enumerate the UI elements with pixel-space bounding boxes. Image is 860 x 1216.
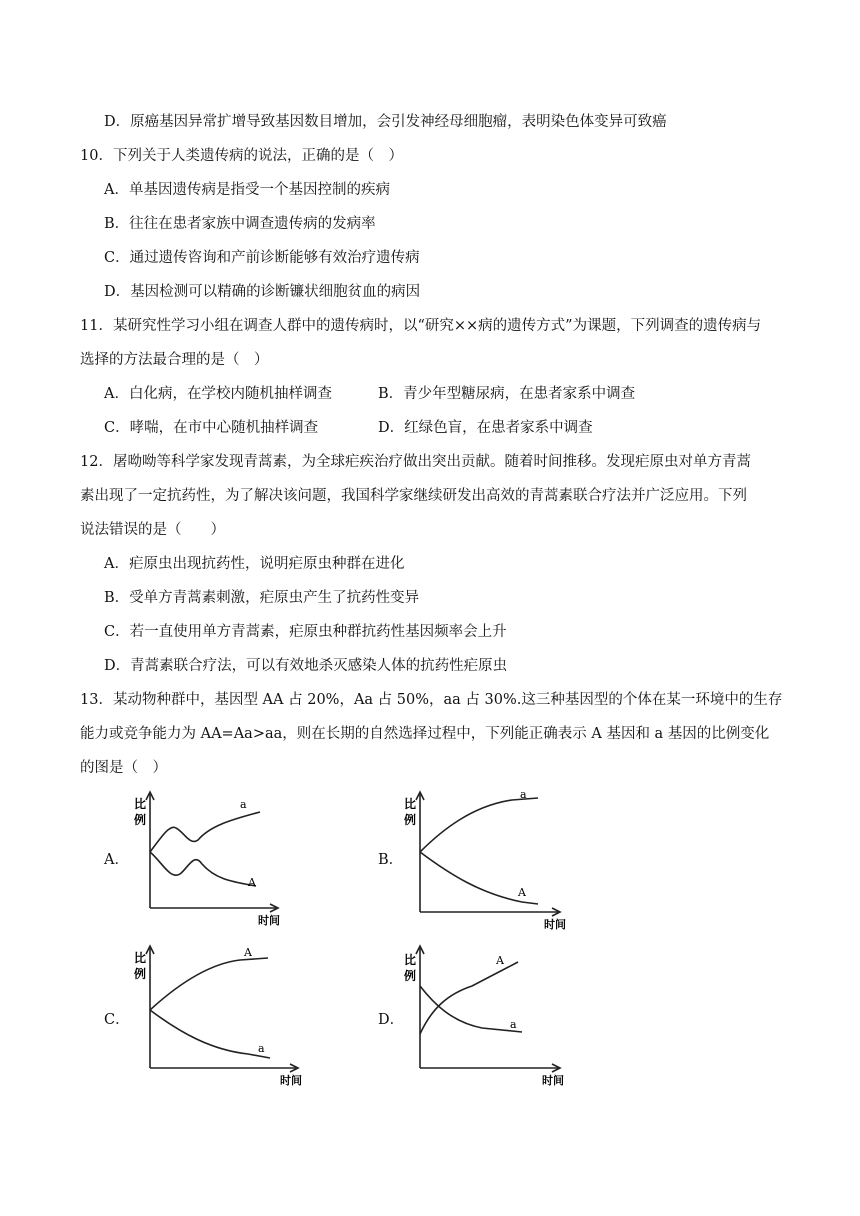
graph-c-label-lower: a xyxy=(258,1042,265,1055)
q13-stem-line3: 的图是（ ） xyxy=(80,760,167,776)
q12-option-d: D．青蒿素联合疗法，可以有效地杀灭感染人体的抗药性疟原虫 xyxy=(104,658,508,674)
q12-stem-line3: 说法错误的是（ ） xyxy=(80,522,225,538)
q11-stem-line2: 选择的方法最合理的是（ ） xyxy=(80,352,269,368)
q12-stem-line2: 素出现了一定抗药性，为了解决该问题，我国科学家继续研发出高效的青蒿素联合疗法并广泛应用。下列 xyxy=(80,488,747,504)
q12-option-c: C．若一直使用单方青蒿素，疟原虫种群抗药性基因频率会上升 xyxy=(104,624,507,640)
graph-c xyxy=(130,944,310,1089)
graph-d-label-lower: a xyxy=(510,1018,517,1031)
graph-a-xlabel: 时间 xyxy=(258,914,280,927)
q10-option-c: C．通过遗传咨询和产前诊断能够有效治疗遗传病 xyxy=(104,250,420,266)
q11-option-d: D．红绿色盲，在患者家系中调查 xyxy=(378,420,593,436)
graph-a-ylabel-1: 比 xyxy=(134,797,147,811)
q11-option-b: B．青少年型糖尿病，在患者家系中调查 xyxy=(378,386,636,402)
q10-option-a: A．单基因遗传病是指受一个基因控制的疾病 xyxy=(104,182,390,198)
q13-stem-line2: 能力或竞争能力为 AA=Aa>aa，则在长期的自然选择过程中，下列能正确表示 A 基因和 a 基因的比例变化 xyxy=(80,726,770,742)
q10-option-b: B．往往在患者家族中调查遗传病的发病率 xyxy=(104,216,376,232)
graph-a xyxy=(130,790,290,930)
graph-d-ylabel-1: 比 xyxy=(404,953,417,967)
graph-b-ylabel-2: 例 xyxy=(404,813,417,827)
graph-c-option-label: C． xyxy=(104,1012,130,1028)
graph-c-xlabel: 时间 xyxy=(280,1074,302,1087)
graph-a-label-lower: A xyxy=(248,876,256,889)
q11-stem-line1: 11．某研究性学习小组在调查人群中的遗传病时，以“研究××病的遗传方式”为课题，下列调查的遗传病与 xyxy=(80,318,762,334)
q12-option-a: A．疟原虫出现抗药性，说明疟原虫种群在进化 xyxy=(104,556,405,572)
graph-d-option-label: D． xyxy=(378,1012,405,1028)
graph-d-xlabel: 时间 xyxy=(542,1074,564,1087)
q12-stem-line1: 12．屠呦呦等科学家发现青蒿素，为全球疟疾治疗做出突出贡献。随着时间推移。发现疟原虫对单方青蒿 xyxy=(80,454,751,470)
graph-d-curve-A xyxy=(420,962,518,1034)
graph-b-ylabel-1: 比 xyxy=(404,797,417,811)
graph-a-option-label: A． xyxy=(104,852,129,868)
graph-c-curve-a xyxy=(150,1010,270,1058)
graph-a-label-upper: a xyxy=(240,798,247,811)
q11-option-c: C．哮喘，在市中心随机抽样调查 xyxy=(104,420,319,436)
graph-a-curve-a xyxy=(150,812,260,852)
graph-b xyxy=(402,790,577,935)
q13-stem-line1: 13．某动物种群中，基因型 AA 占 20%，Aa 占 50%，aa 占 30%.这三种基因型的个体在某一环境中的生存 xyxy=(80,692,783,708)
graph-c-ylabel-1: 比 xyxy=(134,951,147,965)
graph-a-ylabel-2: 例 xyxy=(134,813,147,827)
graph-c-label-upper: A xyxy=(244,946,252,959)
q11-option-a: A．白化病，在学校内随机抽样调查 xyxy=(104,386,332,402)
q10-stem: 10．下列关于人类遗传病的说法，正确的是（ ） xyxy=(80,148,403,164)
graph-c-ylabel-2: 例 xyxy=(134,967,147,981)
graph-b-option-label: B． xyxy=(378,852,404,868)
graph-d-ylabel-2: 例 xyxy=(404,969,417,983)
prev-option-d: D．原癌基因异常扩增导致基因数目增加，会引发神经母细胞瘤，表明染色体变异可致癌 xyxy=(104,114,667,130)
graph-d-label-upper: A xyxy=(496,954,504,967)
graph-a-curve-A xyxy=(150,852,256,886)
graph-c-curve-A xyxy=(150,958,268,1010)
graph-b-label-upper: a xyxy=(520,790,527,801)
graph-d xyxy=(402,944,577,1089)
graph-b-label-lower: A xyxy=(518,886,526,899)
q12-option-b: B．受单方青蒿素刺激，疟原虫产生了抗药性变异 xyxy=(104,590,420,606)
graph-b-xlabel: 时间 xyxy=(544,918,566,931)
q10-option-d: D．基因检测可以精确的诊断镰状细胞贫血的病因 xyxy=(104,284,421,300)
graph-b-curve-a xyxy=(420,798,538,852)
